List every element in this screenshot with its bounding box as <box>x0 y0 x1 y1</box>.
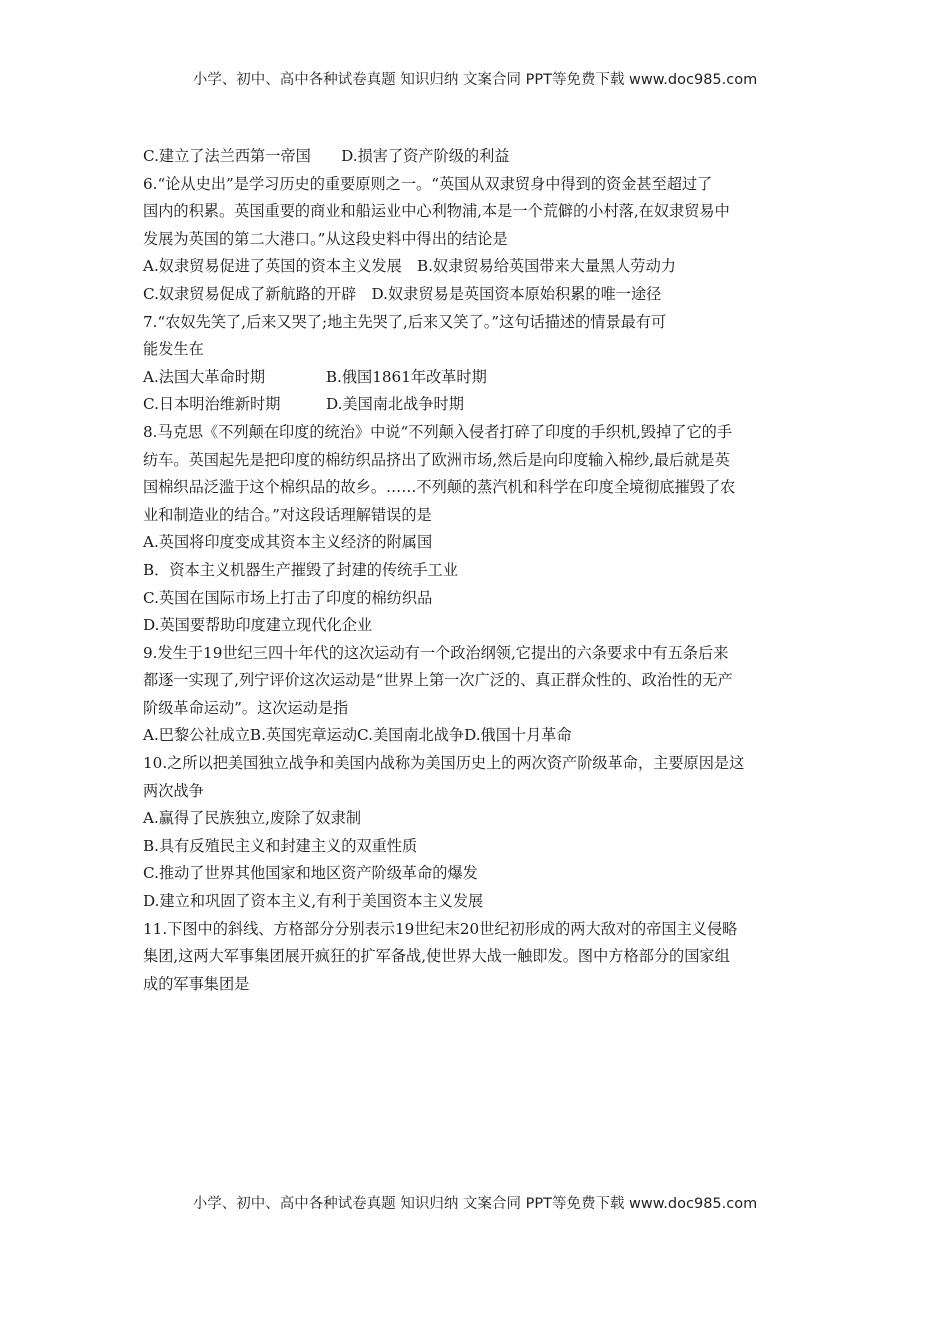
text-line: 成的军事集团是 <box>143 974 250 993</box>
question-8-stem: 8.马克思《不列颠在印度的统治》中说“不列颠入侵者打碎了印度的手织机,毁掉了它的手 <box>143 422 733 441</box>
text-line: 业和制造业的结合。”对这段话理解错误的是 <box>143 505 432 524</box>
answer-option: B.具有反殖民主义和封建主义的双重性质 <box>143 836 418 855</box>
page-footer: 小学、初中、高中各种试卷真题 知识归纳 文案合同 PPT等免费下载 www.doc985.com <box>192 1196 758 1212</box>
text-line: 都逐一实现了,列宁评价这次运动是“世界上第一次广泛的、真正群众性的、政治性的无产 <box>143 671 733 690</box>
question-7-stem: 7.“农奴先笑了,后来又哭了;地主先哭了,后来又笑了。”这句话描述的情景最有可 <box>143 312 667 331</box>
page-header: 小学、初中、高中各种试卷真题 知识归纳 文案合同 PPT等免费下载 www.doc985.com <box>192 72 758 88</box>
question-11-stem: 11.下图中的斜线、方格部分分别表示19世纪末20世纪初形成的两大敌对的帝国主义侵略 <box>143 919 738 938</box>
answer-option: D.建立和巩固了资本主义,有利于美国资本主义发展 <box>143 892 484 911</box>
answer-option: C.日本明治维新时期 D.美国南北战争时期 <box>143 395 464 414</box>
answer-option: C.英国在国际市场上打击了印度的棉纺织品 <box>143 588 433 607</box>
answer-option: A.奴隶贸易促进了英国的资本主义发展 B.奴隶贸易给英国带来大量黑人劳动力 <box>143 257 676 276</box>
document-body <box>143 143 811 998</box>
text-line: 两次战争 <box>143 781 204 800</box>
question-9-stem: 9.发生于19世纪三四十年代的这次运动有一个政治纲领,它提出的六条要求中有五条后来 <box>143 643 729 662</box>
answer-option: D.英国要帮助印度建立现代化企业 <box>143 616 373 635</box>
answer-option: B．资本主义机器生产摧毁了封建的传统手工业 <box>143 560 458 579</box>
answer-option: C.推动了世界其他国家和地区资产阶级革命的爆发 <box>143 864 478 883</box>
text-line: C.建立了法兰西第一帝国 D.损害了资产阶级的利益 <box>143 147 510 165</box>
answer-option: A.赢得了民族独立,废除了奴隶制 <box>143 809 362 828</box>
text-line: 能发生在 <box>143 340 204 359</box>
answer-option: A.英国将印度变成其资本主义经济的附属国 <box>143 533 433 552</box>
text-line: 集团,这两大军事集团展开疯狂的扩军备战,使世界大战一触即发。图中方格部分的国家组 <box>143 947 730 966</box>
text-line: 国棉织品泛滥于这个棉织品的故乡。……不列颠的蒸汽机和科学在印度全境彻底摧毁了农 <box>143 478 736 497</box>
text-line: 阶级革命运动”。这次运动是指 <box>143 698 349 717</box>
text-line: 纺车。英国起先是把印度的棉纺织品挤出了欧洲市场,然后是向印度输入棉纱,最后就是英 <box>143 450 730 469</box>
question-6-stem: 6.“论从史出”是学习历史的重要原则之一。“英国从双隶贸身中得到的资金甚至超过了 <box>143 174 713 193</box>
text-line: 发展为英国的第二大港口。”从这段史料中得出的结论是 <box>143 229 508 248</box>
text-line: 国内的积累。英国重要的商业和船运业中心利物浦,本是一个荒僻的小村落,在奴隶贸易中 <box>143 202 730 221</box>
answer-option: C.奴隶贸易促成了新航路的开辟 D.奴隶贸易是英国资本原始积累的唯一途径 <box>143 284 662 303</box>
answer-option: A.巴黎公社成立B.英国宪章运动C.美国南北战争D.俄国十月革命 <box>143 726 572 745</box>
question-10-stem: 10.之所以把美国独立战争和美国内战称为美国历史上的两次资产阶级革命，主要原因是这 <box>143 754 745 773</box>
answer-option: A.法国大革命时期 B.俄国1861年改革时期 <box>143 367 487 386</box>
